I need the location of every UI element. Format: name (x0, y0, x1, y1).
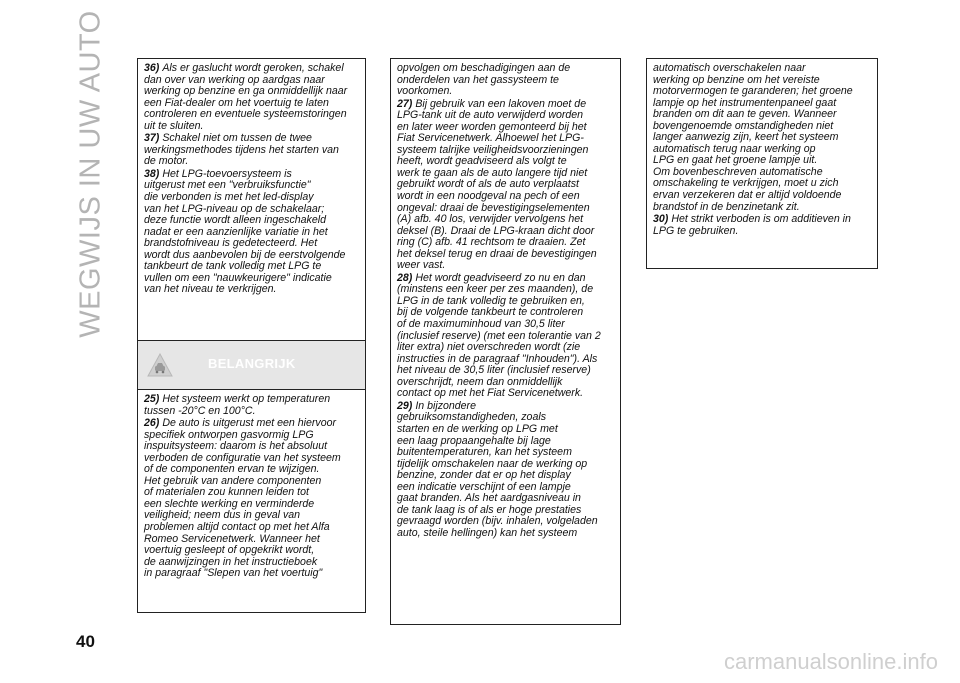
note-line: Het gebruik van andere componenten (144, 474, 322, 487)
note-line: gevraagd worden (bijv. inhalen, volgeladen (397, 515, 598, 528)
section-side-title (66, 10, 116, 338)
note-line: gaat branden. Als het aardgasniveau in (397, 492, 581, 505)
note-line: wordt dus aanbevolen bij de eerstvolgende (144, 248, 346, 261)
note-line: instructies in de paragraaf "Inhouden"). Als (397, 352, 598, 365)
note-line: branden om dit aan te geven. Wanneer (653, 108, 837, 121)
note-line: Als er gaslucht wordt geroken, schakel (162, 62, 344, 74)
note-line: LPG-tank uit de auto verwijderd worden (397, 109, 584, 122)
note-paragraph (653, 214, 873, 237)
note-line: of de componenten ervan te wijzigen. (144, 463, 320, 476)
note-line: (inclusief reserve) (met een tolerantie van 2 (397, 329, 601, 342)
note-line: heeft, wordt geadviseerd als volgt te (397, 155, 567, 168)
note-line: voorkomen. (397, 85, 453, 98)
note-line: bovengenoemde omstandigheden niet (653, 119, 834, 132)
note-line: benzine, zonder dat er op het display (397, 469, 571, 482)
page-number: 40 (76, 632, 95, 651)
note-paragraph (144, 133, 361, 168)
note-line: LPG in de tank volledig te gebruiken en, (397, 294, 585, 307)
note-line: gebruiksomstandigheden, zoals (397, 411, 546, 424)
note-paragraph (144, 63, 361, 132)
note-line: de motor. (144, 155, 189, 168)
note-line: problemen altijd contact op met het Alfa (144, 521, 330, 534)
note-number: 27) (397, 97, 413, 110)
note-line: gebruikt wordt of als de auto verplaatst (397, 178, 579, 191)
note-line: (A) afb. 40 los, verwijder vervolgens het (397, 213, 584, 226)
note-line: Om bovenbeschreven automatische (653, 165, 823, 178)
note-line: automatisch terug naar werking op (653, 142, 816, 155)
note-line: en later weer worden gemonteerd bij het (397, 120, 587, 133)
note-number: 37) (144, 132, 160, 145)
note-paragraph (653, 63, 873, 213)
note-line: Schakel niet om tussen de twee (162, 132, 312, 145)
note-line: Het LPG-toevoersysteem is (162, 167, 292, 180)
note-line: langer aanwezig zijn, keert het systeem (653, 131, 839, 144)
note-line: het niveau de 30,5 liter (inclusief reserve) (397, 364, 591, 377)
note-line: tijdelijk omschakelen naar de werking op (397, 457, 588, 470)
note-line: systeem talrijke veiligheidsvoorzieningen (397, 143, 589, 156)
note-number: 36) (144, 62, 160, 74)
note-paragraph (144, 169, 361, 296)
note-line: vullen om een "nauwkeurigere" indicatie (144, 271, 332, 284)
note-line: tankbeurt de tank volledig met LPG te (144, 260, 322, 273)
note-line: Het systeem werkt op temperaturen (162, 393, 331, 405)
note-line: contact op met het Fiat Servicenetwerk. (397, 387, 584, 400)
note-number: 28) (397, 271, 413, 284)
note-line: controleren en eventuele systeemstoringen (144, 108, 347, 121)
note-line: een indicatie verschijnt of een lampje (397, 480, 571, 493)
note-line: deze functie wordt alleen ingeschakeld (144, 214, 326, 227)
note-line: auto, steile hellingen) kan het systeem (397, 526, 578, 539)
note-line: brandstofniveau is gedetecteerd. Het (144, 237, 318, 250)
note-line: De auto is uitgerust met een hiervoor (162, 417, 337, 430)
note-line: van het LPG-niveau op de schakelaar; (144, 202, 325, 215)
notes-box-27-29 (390, 58, 621, 625)
note-line: veiligheid; neem dus in geval van (144, 509, 301, 522)
section-side-title-text: WEGWIJS IN UW AUTO (74, 10, 107, 338)
note-line: een Fiat-dealer om het voertuig te laten (144, 96, 329, 109)
note-line: een slechte werking en verminderde (144, 497, 315, 510)
note-line: uit te sluiten. (144, 119, 204, 132)
note-line: of materialen zou kunnen leiden tot (144, 486, 309, 499)
note-line: de aanwijzingen in het instructieboek (144, 555, 318, 568)
warning-header (137, 341, 366, 389)
note-line: voertuig gesleept of opgekrikt wordt, (144, 544, 315, 557)
note-paragraph (397, 273, 616, 400)
note-line: (minstens een keer per zes maanden), de (397, 283, 594, 296)
note-line: Fiat Servicenetwerk. Alhoewel het LPG- (397, 132, 584, 145)
note-line: lampje op het instrumentenpaneel gaat (653, 96, 837, 109)
note-number: 30) (653, 213, 669, 226)
note-line: nadat er een aanzienlijke variatie in het (144, 225, 328, 238)
note-line: werk te gaan als de auto langere tijd niet (397, 166, 588, 179)
note-line: werking op benzine en ga onmiddellijk naar (144, 85, 348, 98)
notes-box-30 (646, 58, 878, 269)
warning-car-icon (147, 353, 173, 377)
note-line: LPG en gaat het groene lampje uit. (653, 154, 818, 167)
notes-box-36-38 (137, 58, 366, 341)
note-line: buitentemperaturen, kan het systeem (397, 446, 572, 459)
note-line: starten en de werking op LPG met (397, 422, 558, 435)
note-line: verboden de configuratie van het systeem (144, 451, 341, 464)
note-line: een laag propaangehalte bij lage (397, 434, 551, 447)
note-line: In bijzondere (415, 399, 476, 412)
note-number: 29) (397, 399, 413, 412)
note-line: het deksel terug en draai de bevestigingen (397, 247, 597, 260)
note-line: brandstof in de benzinetank zit. (653, 200, 800, 213)
note-line: Romeo Servicenetwerk. Wanneer het (144, 532, 320, 545)
note-line: ervan verzekeren dat er altijd voldoende (653, 189, 842, 202)
note-number: 38) (144, 167, 160, 180)
note-line: opvolgen om beschadigingen aan de (397, 62, 571, 74)
note-line: specifiek ontworpen gasvormig LPG (144, 428, 314, 441)
note-line: dan over van werking op aardgas naar (144, 73, 325, 86)
note-number: 26) (144, 417, 160, 430)
note-line: omschakeling te verkrijgen, moet u zich (653, 177, 839, 190)
note-line: die verbonden is met het led-display (144, 191, 314, 204)
note-line: LPG te gebruiken. (653, 224, 739, 237)
note-line: van het niveau te verkrijgen. (144, 283, 277, 296)
note-line: werkingsmethodes tijdens het starten van (144, 143, 339, 156)
note-paragraph (397, 99, 616, 272)
note-line: wordt in een noodgeval na pech of een (397, 190, 580, 203)
note-line: automatisch overschakelen naar (653, 62, 806, 74)
note-line: uitgerust met een "verbruiksfunctie" (144, 179, 311, 192)
note-line: liter extra) niet overschreden wordt (zie (397, 341, 581, 354)
note-number: 25) (144, 393, 160, 405)
note-paragraph (144, 394, 361, 417)
note-paragraph (397, 63, 616, 98)
note-line: de tank laag is of als er hoge prestaties (397, 503, 582, 516)
note-line: of de maximuminhoud van 30,5 liter (397, 318, 565, 331)
note-paragraph (397, 401, 616, 540)
note-line: overschrijdt, neem dan onmiddellijk (397, 375, 563, 388)
notes-box-25-26 (137, 389, 366, 613)
note-line: inspuitsysteem: daarom is het absoluut (144, 440, 328, 453)
note-line: motorvermogen te garanderen; het groene (653, 85, 853, 98)
note-line: Bij gebruik van een lakoven moet de (415, 97, 587, 110)
warning-title: BELANGRIJK (208, 356, 296, 371)
note-line: werking op benzine om het vereiste (653, 73, 820, 86)
note-line: bij de volgende tankbeurt te controleren (397, 306, 584, 319)
note-line: Het strikt verboden is om additieven in (671, 213, 851, 226)
note-line: tussen -20°C en 100°C. (144, 404, 256, 417)
watermark: carmanualsonline.info (723, 649, 938, 674)
note-line: weer vast. (397, 259, 446, 272)
note-line: in paragraaf "Slepen van het voertuig" (144, 567, 323, 580)
note-line: deksel (B). Draai de LPG-kraan dicht door (397, 224, 595, 237)
note-line: ring (C) afb. 41 rechtsom te draaien. Zet (397, 236, 586, 249)
note-line: onderdelen van het gassysteem te (397, 73, 559, 86)
note-line: Het wordt geadviseerd zo nu en dan (415, 271, 586, 284)
note-paragraph (144, 418, 361, 580)
note-line: ongeval: draai de bevestigingselementen (397, 201, 590, 214)
